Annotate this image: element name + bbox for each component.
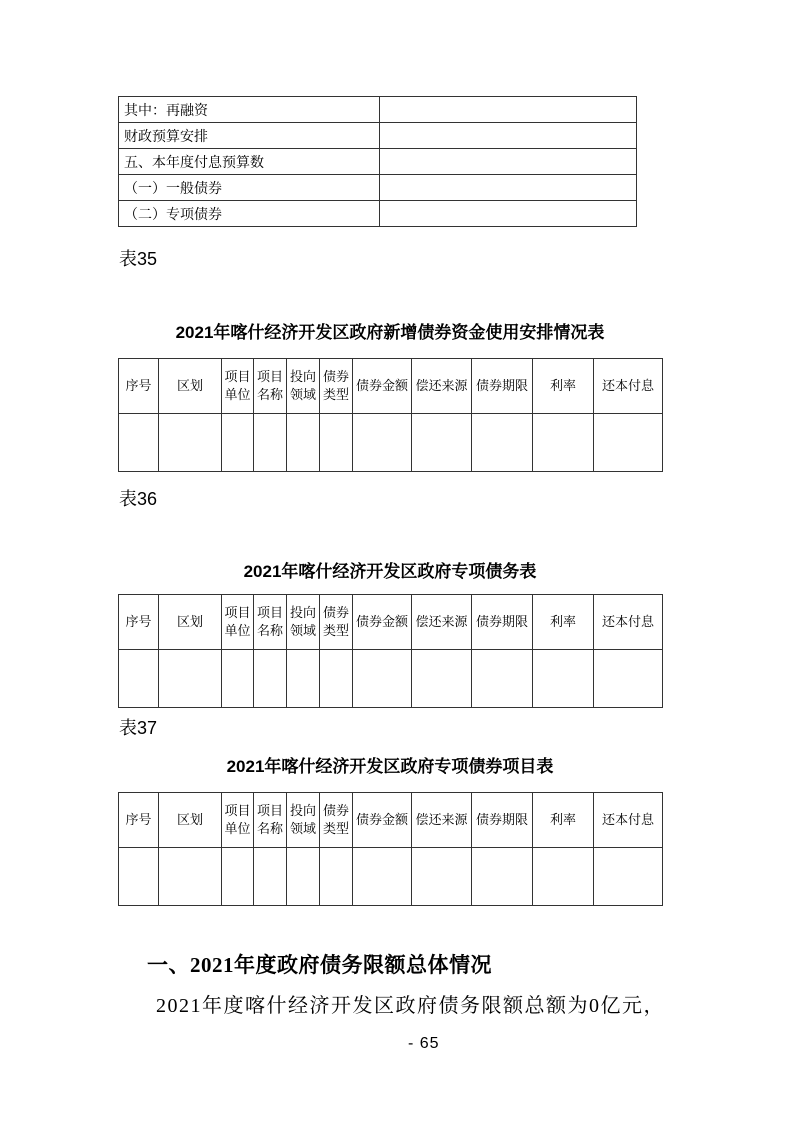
header-cell: 还本付息 (594, 793, 663, 848)
carryover-label-cell: 五、本年度付息预算数 (119, 149, 380, 175)
header-cell: 偿还来源 (412, 793, 472, 848)
empty-cell (159, 848, 222, 906)
carryover-value-cell (380, 175, 637, 201)
table37-title: 2021年喀什经济开发区政府专项债券项目表 (226, 757, 554, 776)
empty-cell (412, 650, 472, 708)
empty-data-row (119, 848, 663, 906)
header-cell: 序号 (119, 793, 159, 848)
empty-data-row (119, 650, 663, 708)
empty-cell (594, 848, 663, 906)
carryover-label-cell: 财政预算安排 (119, 123, 380, 149)
empty-cell (320, 650, 353, 708)
empty-cell (353, 414, 412, 472)
header-cell: 区划 (159, 595, 222, 650)
empty-cell (159, 650, 222, 708)
carryover-label-cell: （一）一般债券 (119, 175, 380, 201)
table36 (118, 594, 663, 708)
empty-cell (254, 414, 287, 472)
empty-cell (320, 848, 353, 906)
section-body-text: 2021年度喀什经济开发区政府债务限额总额为0亿元， (156, 995, 665, 1017)
header-cell: 项目名称 (254, 359, 287, 414)
header-cell: 投向领域 (287, 595, 320, 650)
header-cell: 项目单位 (222, 359, 254, 414)
header-cell: 投向领域 (287, 359, 320, 414)
header-cell: 投向领域 (287, 793, 320, 848)
header-cell: 债券金额 (353, 595, 412, 650)
carryover-row (119, 149, 637, 175)
header-cell: 债券类型 (320, 793, 353, 848)
carryover-table (118, 96, 637, 227)
empty-cell (353, 650, 412, 708)
table35 (118, 358, 663, 472)
header-row (119, 793, 663, 848)
header-cell: 债券期限 (472, 595, 533, 650)
carryover-row (119, 123, 637, 149)
header-cell: 还本付息 (594, 595, 663, 650)
empty-cell (119, 848, 159, 906)
empty-cell (533, 414, 594, 472)
header-cell: 利率 (533, 359, 594, 414)
empty-cell (594, 650, 663, 708)
header-cell: 序号 (119, 595, 159, 650)
header-cell: 债券类型 (320, 595, 353, 650)
section-heading: 一、2021年度政府债务限额总体情况 (147, 953, 492, 977)
header-cell: 项目单位 (222, 793, 254, 848)
header-cell: 债券金额 (353, 359, 412, 414)
empty-cell (287, 414, 320, 472)
header-cell: 项目单位 (222, 595, 254, 650)
table35-title: 2021年喀什经济开发区政府新增债券资金使用安排情况表 (175, 323, 605, 342)
table37 (118, 792, 663, 906)
empty-cell (594, 414, 663, 472)
empty-cell (533, 650, 594, 708)
carryover-row (119, 97, 637, 123)
header-cell: 利率 (533, 595, 594, 650)
header-cell: 债券期限 (472, 359, 533, 414)
carryover-value-cell (380, 97, 637, 123)
header-cell: 债券类型 (320, 359, 353, 414)
page-number: - 65 (408, 1035, 440, 1052)
header-cell: 项目名称 (254, 793, 287, 848)
carryover-row (119, 201, 637, 227)
empty-cell (320, 414, 353, 472)
empty-cell (222, 650, 254, 708)
empty-cell (254, 848, 287, 906)
header-cell: 偿还来源 (412, 359, 472, 414)
empty-cell (287, 650, 320, 708)
empty-cell (254, 650, 287, 708)
empty-cell (222, 414, 254, 472)
header-cell: 偿还来源 (412, 595, 472, 650)
header-row (119, 595, 663, 650)
empty-cell (222, 848, 254, 906)
header-cell: 利率 (533, 793, 594, 848)
empty-cell (472, 414, 533, 472)
header-row (119, 359, 663, 414)
empty-cell (119, 650, 159, 708)
empty-cell (472, 848, 533, 906)
header-cell: 债券期限 (472, 793, 533, 848)
empty-cell (412, 414, 472, 472)
empty-cell (412, 848, 472, 906)
empty-cell (159, 414, 222, 472)
carryover-value-cell (380, 149, 637, 175)
empty-cell (119, 414, 159, 472)
empty-cell (287, 848, 320, 906)
table36-title: 2021年喀什经济开发区政府专项债务表 (243, 562, 537, 581)
empty-cell (353, 848, 412, 906)
empty-data-row (119, 414, 663, 472)
carryover-value-cell (380, 123, 637, 149)
header-cell: 债券金额 (353, 793, 412, 848)
header-cell: 区划 (159, 793, 222, 848)
header-cell: 项目名称 (254, 595, 287, 650)
table36-tag: 表36 (119, 489, 158, 509)
carryover-value-cell (380, 201, 637, 227)
empty-cell (533, 848, 594, 906)
table35-tag: 表35 (119, 249, 158, 269)
header-cell: 还本付息 (594, 359, 663, 414)
empty-cell (472, 650, 533, 708)
carryover-label-cell: 其中：再融资 (119, 97, 380, 123)
carryover-label-cell: （二）专项债券 (119, 201, 380, 227)
header-cell: 区划 (159, 359, 222, 414)
carryover-row (119, 175, 637, 201)
table37-tag: 表37 (119, 718, 158, 738)
header-cell: 序号 (119, 359, 159, 414)
